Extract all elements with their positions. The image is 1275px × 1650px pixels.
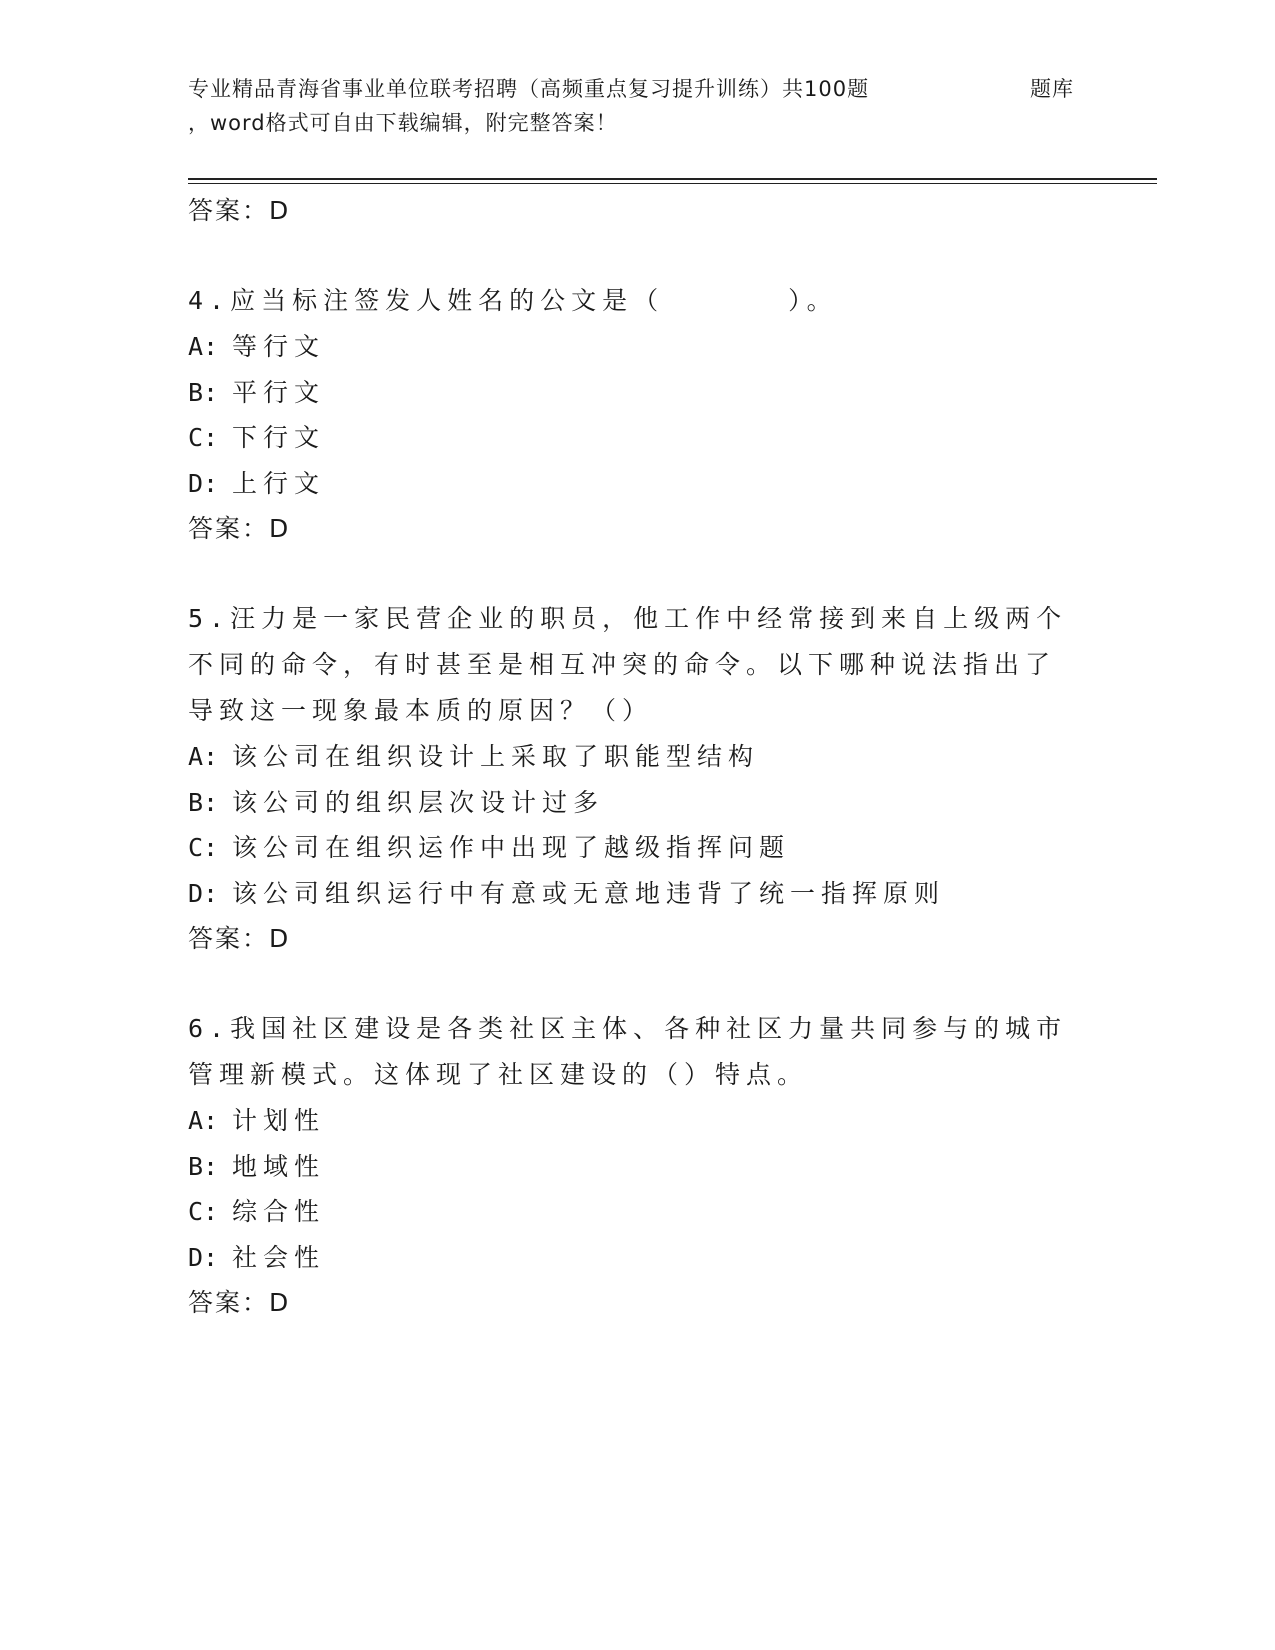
page-header <box>188 72 1088 140</box>
option-letter: B: <box>188 1151 219 1181</box>
option-b <box>188 1144 1088 1190</box>
option-text: 平行文 <box>232 377 326 407</box>
option-c <box>188 1189 1088 1235</box>
option-b <box>188 370 1088 416</box>
option-letter: D: <box>188 468 219 498</box>
option-text: 综合性 <box>232 1197 326 1226</box>
option-text: 该公司在组织运作中出现了越级指挥问题 <box>232 833 791 862</box>
header-title: 专业精品青海省事业单位联考招聘（高频重点复习提升训练）共100题 <box>188 77 870 101</box>
option-letter: C: <box>188 1197 219 1226</box>
option-letter: D: <box>188 1242 219 1272</box>
header-title-row <box>188 72 1088 106</box>
question-stem: 6.我国社区建设是各类社区主体、各种社区力量共同参与的城市管理新模式。这体现了社区建设的（）特点。 <box>188 1014 1068 1089</box>
option-letter: A: <box>188 1106 219 1135</box>
header-divider-thick <box>188 178 1157 180</box>
header-divider-thin <box>188 183 1157 184</box>
option-c <box>188 415 1088 461</box>
question-stem: 5.汪力是一家民营企业的职员，他工作中经常接到来自上级两个不同的命令，有时甚至是相互冲突的命令。以下哪种说法指出了导致这一现象最本质的原因？（） <box>188 604 1068 725</box>
document-body <box>188 188 1088 1326</box>
option-text: 该公司组织运行中有意或无意地违背了统一指挥原则 <box>232 878 946 908</box>
previous-answer: 答案：D <box>188 196 291 225</box>
option-text: 地域性 <box>232 1151 326 1181</box>
option-letter: B: <box>188 787 219 817</box>
option-b <box>188 780 1088 826</box>
option-text: 等行文 <box>232 332 326 361</box>
question-5 <box>188 596 1088 962</box>
question-answer: 答案：D <box>188 514 291 543</box>
option-text: 该公司的组织层次设计过多 <box>232 787 605 817</box>
option-d <box>188 871 1088 917</box>
question-4 <box>188 278 1088 552</box>
option-letter: D: <box>188 878 219 908</box>
option-a <box>188 324 1088 370</box>
option-a <box>188 734 1088 780</box>
option-text: 上行文 <box>232 468 326 498</box>
option-text: 社会性 <box>232 1242 326 1272</box>
option-d <box>188 1235 1088 1281</box>
option-text: 该公司在组织设计上采取了职能型结构 <box>232 742 760 771</box>
option-a <box>188 1098 1088 1144</box>
option-letter: A: <box>188 742 219 771</box>
question-answer: 答案：D <box>188 924 291 953</box>
header-subtitle: ，word格式可自由下载编辑，附完整答案！ <box>188 111 618 135</box>
question-stem: 4.应当标注签发人姓名的公文是（ ）。 <box>188 286 838 315</box>
option-d <box>188 461 1088 507</box>
option-letter: C: <box>188 423 219 452</box>
option-letter: C: <box>188 833 219 862</box>
question-6 <box>188 1006 1088 1326</box>
header-tag: 题库 <box>1030 77 1074 101</box>
option-letter: A: <box>188 332 219 361</box>
question-answer: 答案：D <box>188 1288 291 1317</box>
option-text: 下行文 <box>232 423 326 452</box>
option-letter: B: <box>188 377 219 407</box>
option-text: 计划性 <box>232 1106 326 1135</box>
option-c <box>188 825 1088 871</box>
